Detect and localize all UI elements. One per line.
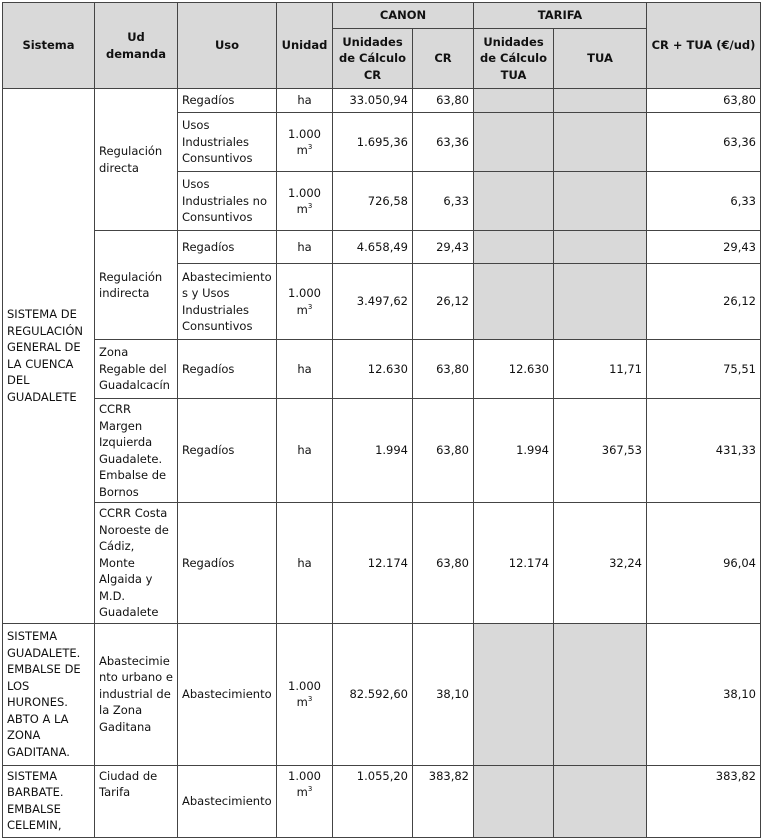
unit-text: 1.000 m <box>288 185 321 216</box>
cell-cr-tua: 63,36 <box>647 113 761 172</box>
cell-unidad <box>277 765 333 837</box>
cell-cr-tua: 96,04 <box>647 503 761 624</box>
cell-cr: 29,43 <box>413 231 474 264</box>
cell-cr-tua: 431,33 <box>647 399 761 503</box>
cell-tua <box>554 765 647 837</box>
cell-unidades-tua <box>474 113 554 172</box>
cell-tua: 32,24 <box>554 503 647 624</box>
cell-unidades-tua <box>474 89 554 113</box>
cell-unidades-tua: 12.630 <box>474 340 554 399</box>
cell-unidades-cr: 82.592,60 <box>333 623 413 765</box>
cell-uso: Regadíos <box>178 89 277 113</box>
cell-tua <box>554 113 647 172</box>
cell-uso: Abastecimientos y Usos Industriales Consuntivos <box>178 264 277 340</box>
cell-unidad: ha <box>277 399 333 503</box>
header-canon: CANON <box>333 3 474 29</box>
cell-cr: 63,80 <box>413 503 474 624</box>
header-row-1 <box>3 3 761 29</box>
cell-ud-demanda: Regulación directa <box>95 89 178 231</box>
cell-unidades-cr: 1.994 <box>333 399 413 503</box>
cell-unidad: ha <box>277 89 333 113</box>
cell-ud-demanda: CCRR Costa Noroeste de Cádiz, Monte Algaida y M.D. Guadalete <box>95 503 178 624</box>
cell-unidades-tua <box>474 623 554 765</box>
table-row <box>3 623 761 765</box>
cell-cr: 63,36 <box>413 113 474 172</box>
cell-tua: 367,53 <box>554 399 647 503</box>
cell-unidad <box>277 264 333 340</box>
cell-cr: 6,33 <box>413 172 474 231</box>
cell-ud-demanda: Regulación indirecta <box>95 231 178 340</box>
cell-uso: Regadíos <box>178 231 277 264</box>
table-row <box>3 503 761 624</box>
cell-unidades-tua: 12.174 <box>474 503 554 624</box>
cell-cr: 63,80 <box>413 340 474 399</box>
cell-unidades-cr: 33.050,94 <box>333 89 413 113</box>
header-unidad: Unidad <box>277 3 333 89</box>
cell-unidades-tua: 1.994 <box>474 399 554 503</box>
header-unidades-tua: Unidades de Cálculo TUA <box>474 29 554 89</box>
cell-unidades-cr: 12.174 <box>333 503 413 624</box>
unit-text: 1.000 m <box>288 768 321 799</box>
cell-ud-demanda: Abastecimiento urbano e industrial de la Zona Gaditana <box>95 623 178 765</box>
cell-uso: Abastecimiento <box>178 765 277 837</box>
cell-unidades-cr: 1.055,20 <box>333 765 413 837</box>
cell-tua <box>554 264 647 340</box>
cell-cr-tua: 38,10 <box>647 623 761 765</box>
header-sistema: Sistema <box>3 3 95 89</box>
cell-unidad <box>277 623 333 765</box>
cell-unidades-cr: 3.497,62 <box>333 264 413 340</box>
cell-tua: 11,71 <box>554 340 647 399</box>
cell-cr: 383,82 <box>413 765 474 837</box>
cell-cr: 26,12 <box>413 264 474 340</box>
cell-sistema: SISTEMA GUADALETE. EMBALSE DE LOS HURONES. ABTO A LA ZONA GADITANA. <box>3 623 95 765</box>
cell-cr: 63,80 <box>413 399 474 503</box>
table-row <box>3 231 761 264</box>
header-unidades-cr: Unidades de Cálculo CR <box>333 29 413 89</box>
cell-unidad <box>277 172 333 231</box>
unit-exponent: 3 <box>307 785 313 794</box>
cell-cr: 38,10 <box>413 623 474 765</box>
cell-cr-tua: 6,33 <box>647 172 761 231</box>
cell-unidades-tua <box>474 231 554 264</box>
cell-ud-demanda: Zona Regable del Guadalcacín <box>95 340 178 399</box>
cell-uso: Regadíos <box>178 399 277 503</box>
cell-cr-tua: 75,51 <box>647 340 761 399</box>
cell-unidades-cr: 1.695,36 <box>333 113 413 172</box>
unit-exponent: 3 <box>307 202 313 211</box>
header-tua: TUA <box>554 29 647 89</box>
cell-cr-tua: 26,12 <box>647 264 761 340</box>
cell-unidades-tua <box>474 264 554 340</box>
table-row <box>3 765 761 837</box>
cell-tua <box>554 623 647 765</box>
cell-unidades-cr: 726,58 <box>333 172 413 231</box>
table-row <box>3 340 761 399</box>
cell-unidad <box>277 113 333 172</box>
header-cr-tua: CR + TUA (€/ud) <box>647 3 761 89</box>
cell-unidad: ha <box>277 340 333 399</box>
unit-exponent: 3 <box>307 302 313 311</box>
cell-unidad: ha <box>277 503 333 624</box>
table-row <box>3 89 761 113</box>
unit-exponent: 3 <box>307 695 313 704</box>
cell-sistema: SISTEMA DE REGULACIÓN GENERAL DE LA CUENCA DEL GUADALETE <box>3 89 95 624</box>
cell-unidad: ha <box>277 231 333 264</box>
header-uso: Uso <box>178 3 277 89</box>
cell-uso: Regadíos <box>178 340 277 399</box>
table-row <box>3 399 761 503</box>
cell-cr: 63,80 <box>413 89 474 113</box>
unit-text: 1.000 m <box>288 126 321 157</box>
cell-unidades-cr: 4.658,49 <box>333 231 413 264</box>
unit-text: 1.000 m <box>288 286 321 317</box>
cell-tua <box>554 231 647 264</box>
header-ud-demanda: Ud demanda <box>95 3 178 89</box>
unit-text: 1.000 m <box>288 678 321 709</box>
cell-tua <box>554 172 647 231</box>
header-cr: CR <box>413 29 474 89</box>
cell-cr-tua: 63,80 <box>647 89 761 113</box>
cell-uso: Abastecimiento <box>178 623 277 765</box>
cell-unidades-tua <box>474 765 554 837</box>
cell-ud-demanda: CCRR Margen Izquierda Guadalete. Embalse de Bornos <box>95 399 178 503</box>
cell-ud-demanda: Ciudad de Tarifa <box>95 765 178 837</box>
header-tarifa: TARIFA <box>474 3 647 29</box>
cell-uso: Regadíos <box>178 503 277 624</box>
cell-unidades-tua <box>474 172 554 231</box>
tariff-table <box>2 2 761 838</box>
cell-cr-tua: 29,43 <box>647 231 761 264</box>
cell-sistema: SISTEMA BARBATE. EMBALSE CELEMIN, <box>3 765 95 837</box>
cell-unidades-cr: 12.630 <box>333 340 413 399</box>
cell-uso: Usos Industriales Consuntivos <box>178 113 277 172</box>
table-container <box>2 2 761 838</box>
unit-exponent: 3 <box>307 143 313 152</box>
cell-uso: Usos Industriales no Consuntivos <box>178 172 277 231</box>
cell-cr-tua: 383,82 <box>647 765 761 837</box>
cell-tua <box>554 89 647 113</box>
